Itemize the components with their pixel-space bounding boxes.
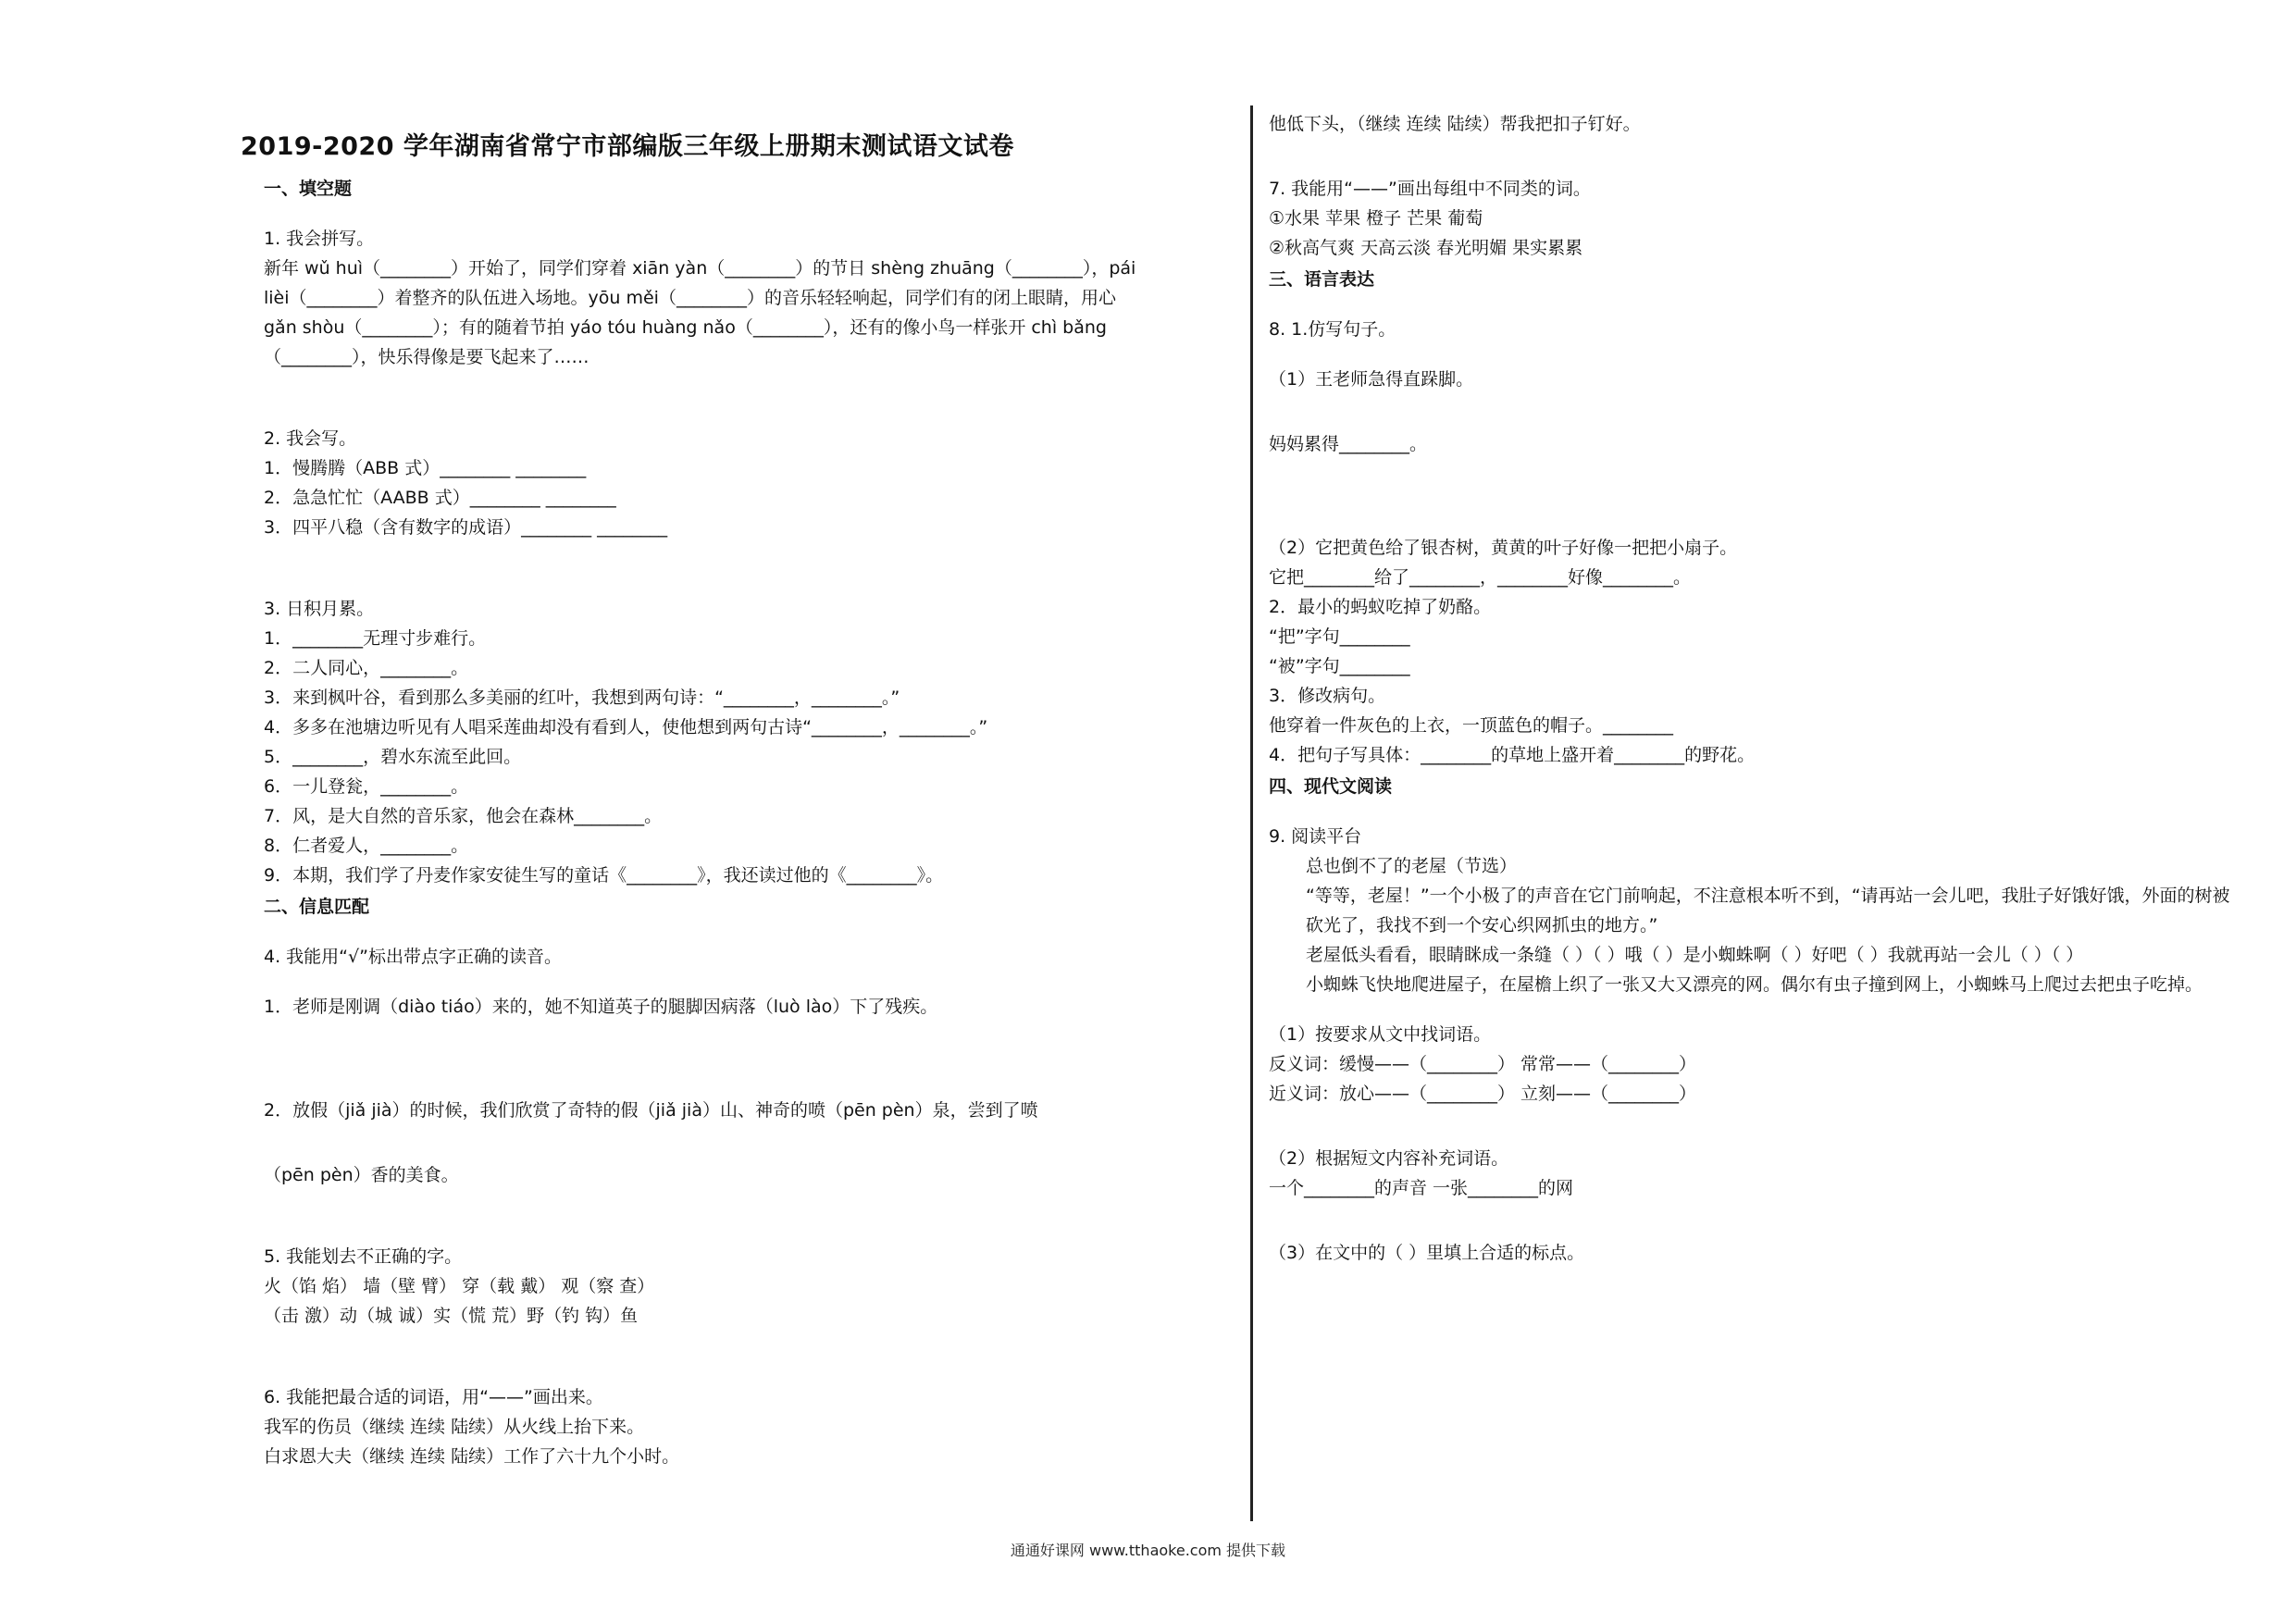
right-column (1269, 109, 2240, 1268)
question-8-part-2-answer: 它把________给了________，________好像________。 (1269, 567, 1692, 588)
question-4-item-2-continued: （pēn pèn）香的美食。 (264, 1165, 459, 1185)
question-3-item: 1．________无理寸步难行。 (264, 628, 487, 649)
question-9-part-1: （1）按要求从文中找词语。 (1269, 1024, 1492, 1045)
section-heading-matching: 二、信息匹配 (264, 897, 370, 917)
question-9-part-1-antonyms: 反义词：缓慢——（________） 常常——（________） (1269, 1054, 1697, 1074)
question-2-item: 2．急急忙忙（AABB 式）________ ________ (264, 488, 616, 508)
left-column (264, 172, 1198, 1471)
question-8-title: 8. 1.仿写句子。 (1269, 319, 1396, 340)
passage-title: 总也倒不了的老屋（节选） (1306, 856, 1518, 876)
question-3-item: 9．本期，我们学了丹麦作家安徒生写的童话《________》，我还读过他的《________》。 (264, 865, 944, 886)
question-2-title: 2. 我会写。 (264, 428, 357, 449)
question-9-part-3: （3）在文中的（ ）里填上合适的标点。 (1269, 1243, 1585, 1263)
question-6-line: 我军的伤员（继续 连续 陆续）从火线上抬下来。 (264, 1417, 645, 1437)
question-3-title: 3. 日积月累。 (264, 599, 375, 619)
question-8-part-2: （2）它把黄色给了银杏树，黄黄的叶子好像一把把小扇子。 (1269, 538, 1738, 558)
question-5-title: 5. 我能划去不正确的字。 (264, 1246, 463, 1267)
question-1-title: 1. 我会拼写。 (264, 229, 375, 249)
question-7-line: ①水果 苹果 橙子 芒果 葡萄 (1269, 208, 1483, 229)
question-3-item: 8．仁者爱人，________。 (264, 836, 469, 856)
question-8-sub-3: 3．修改病句。 (1269, 686, 1386, 706)
question-4-item-2: 2．放假（jiǎ jià）的时候，我们欣赏了奇特的假（jiǎ jià）山、神奇的喷（pēn pèn）泉，尝到了喷 (264, 1100, 1038, 1121)
section-heading-reading: 四、现代文阅读 (1269, 776, 1393, 797)
question-5-line: 火（馅 焰） 墙（壁 臂） 穿（载 戴） 观（察 查） (264, 1276, 655, 1296)
section-heading-fill-in: 一、填空题 (264, 179, 353, 199)
passage-paragraph: “等等，老屋！”一个小极了的声音在它门前响起，不注意根本听不到，“请再站一会儿吧，我肚子好饿好饿，外面的树被砍光了，我找不到一个安心织网抓虫的地方。” (1306, 886, 2230, 935)
question-3-item: 6．一儿登瓮，________。 (264, 776, 469, 797)
question-3-item: 7．风，是大自然的音乐家，他会在森林________。 (264, 806, 663, 826)
question-9-part-2-answer: 一个________的声音 一张________的网 (1269, 1178, 1574, 1198)
question-9-part-1-synonyms: 近义词：放心——（________） 立刻——（________） (1269, 1084, 1697, 1104)
question-3-item: 5．________，碧水东流至此回。 (264, 747, 522, 767)
question-5-line: （击 激）动（城 诚）实（慌 荒）野（钓 钩）鱼 (264, 1306, 639, 1326)
question-3-item: 3．来到枫叶谷，看到那么多美丽的红叶，我想到两句诗：“________，________。” (264, 688, 900, 708)
question-7-title: 7. 我能用“——”画出每组中不同类的词。 (1269, 179, 1591, 199)
question-1-text: 新年 wǔ huì（________）开始了，同学们穿着 xiān yàn（________）的节日 shèng zhuāng（________），pái lièi（________）着整齐的队伍进入场地。yōu měi（________）的音乐轻轻响起，同学们有的闭上眼睛，用心 gǎn shòu（________）；有的随着节拍 yáo tóu huàng nǎo（________），还有的像小鸟一样张开 chì bǎng（________），快乐得像是要飞起来了…… (264, 258, 1136, 367)
question-3-item: 2．二人同心，________。 (264, 658, 469, 678)
question-6-title: 6. 我能把最合适的词语，用“——”画出来。 (264, 1387, 603, 1407)
passage-paragraph: 小蜘蛛飞快地爬进屋子，在屋檐上织了一张又大又漂亮的网。偶尔有虫子撞到网上，小蜘蛛马上爬过去把虫子吃掉。 (1306, 974, 2203, 995)
question-6-line: 他低下头，（继续 连续 陆续）帮我把扣子钉好。 (1269, 114, 1641, 134)
question-7-line: ②秋高气爽 天高云淡 春光明媚 果实累累 (1269, 238, 1583, 258)
question-9-part-2: （2）根据短文内容补充词语。 (1269, 1148, 1509, 1169)
question-6-line: 白求恩大夫（继续 连续 陆续）工作了六十九个小时。 (264, 1446, 680, 1467)
question-3-item: 4．多多在池塘边听见有人唱采莲曲却没有看到人，使他想到两句古诗“________，________。” (264, 717, 988, 737)
question-8-sub-3-text: 他穿着一件灰色的上衣，一顶蓝色的帽子。________ (1269, 715, 1674, 736)
question-8-part-1: （1）王老师急得直跺脚。 (1269, 369, 1474, 390)
question-2-item: 1．慢腾腾（ABB 式）________ ________ (264, 458, 587, 478)
question-8-sub-4: 4．把句子写具体：________的草地上盛开着________的野花。 (1269, 745, 1756, 765)
question-9-title: 9. 阅读平台 (1269, 826, 1362, 847)
question-4-item-1: 1．老师是刚调（diào tiáo）来的，她不知道英子的腿脚因病落（luò lào）下了残疾。 (264, 997, 938, 1017)
footer-source: 通通好课网 www.tthaoke.com 提供下载 (1010, 1542, 1286, 1559)
question-2-item: 3．四平八稳（含有数字的成语）________ ________ (264, 517, 668, 538)
question-8-sub-2: 2．最小的蚂蚁吃掉了奶酪。 (1269, 597, 1492, 617)
question-4-title: 4. 我能用“√”标出带点字正确的读音。 (264, 947, 562, 967)
column-divider (1250, 105, 1253, 1521)
question-8-sub-2-b: “被”字句________ (1269, 656, 1410, 676)
question-8-part-1-answer: 妈妈累得________。 (1269, 434, 1428, 454)
question-8-sub-2-a: “把”字句________ (1269, 626, 1410, 647)
section-heading-expression: 三、语言表达 (1269, 269, 1375, 290)
page-title: 2019-2020 学年湖南省常宁市部编版三年级上册期末测试语文试卷 (241, 132, 1014, 161)
passage-paragraph: 老屋低头看看，眼睛眯成一条缝（ ）（ ）哦（ ）是小蜘蛛啊（ ）好吧（ ）我就再站一会儿（ ）（ ） (1306, 945, 2084, 965)
